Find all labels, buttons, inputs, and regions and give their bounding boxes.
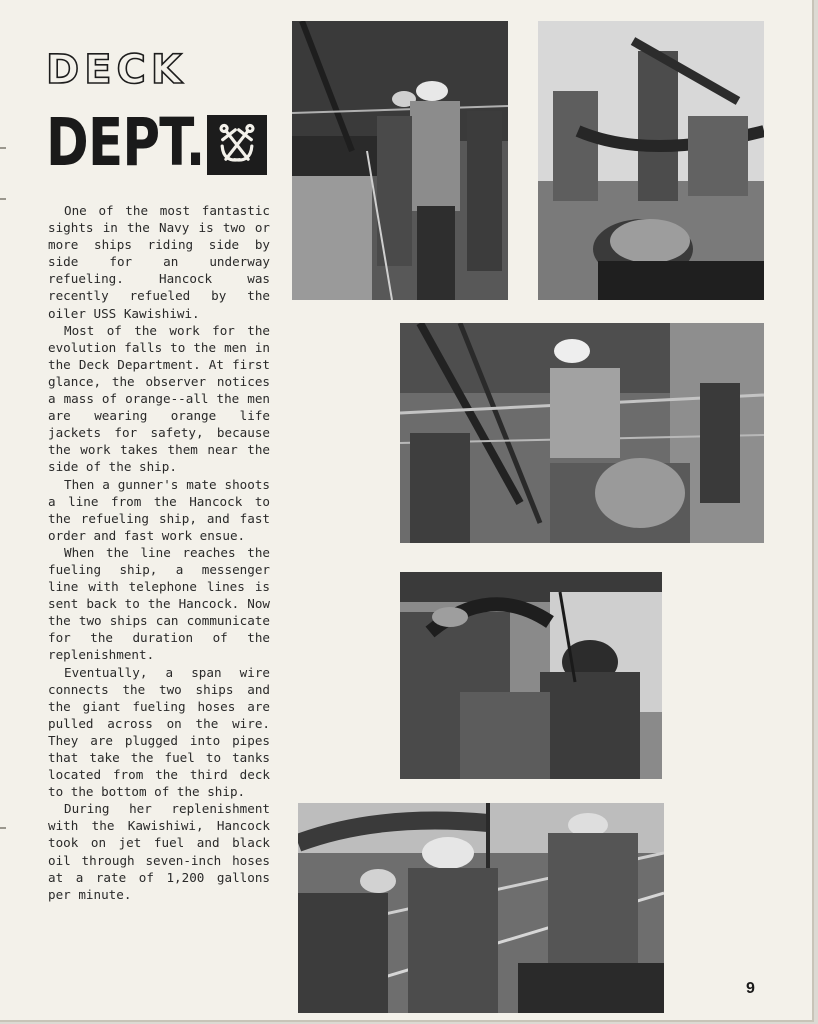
heading-deck: DECK bbox=[46, 47, 187, 93]
article-paragraph: One of the most fantastic sights in the Navy is two or more ships riding side by side for an underway refueling. Hancock was recently refueled by the oiler USS Kawishiwi. bbox=[48, 203, 270, 321]
page-number: 9 bbox=[746, 980, 755, 997]
photo-sailor-tending-lines bbox=[400, 323, 764, 543]
article-paragraph: During her replenishment with the Kawishiwi, Hancock took on jet fuel and black oil through seven-inch hoses at a rate of 1,200 gallons per minute. bbox=[48, 801, 270, 902]
photo-fueling-rig bbox=[538, 21, 764, 300]
photo-hose-fitting bbox=[400, 572, 662, 779]
binding-hole bbox=[0, 827, 6, 829]
crossed-anchors-icon bbox=[207, 115, 267, 175]
article-body bbox=[48, 202, 270, 903]
article-paragraph: Then a gunner's mate shoots a line from the Hancock to the refueling ship, and fast order and fast work ensue. bbox=[48, 476, 270, 543]
article-paragraph: Eventually, a span wire connects the two ships and the giant fueling hoses are pulled across on the wire. They are plugged into pipes that take the fuel to tanks located from the third deck to the bottom of the ship. bbox=[48, 664, 270, 800]
article-paragraph: When the line reaches the fueling ship, a messenger line with telephone lines is sent back to the Hancock. Now the two ships can communicate for the duration of the replenishment. bbox=[48, 544, 270, 663]
photo-crew-at-rail bbox=[292, 21, 508, 300]
binding-hole bbox=[0, 147, 6, 149]
photo-crew-hauling-lines bbox=[298, 803, 664, 1013]
heading-dept: DEPT. bbox=[46, 104, 205, 181]
binding-hole bbox=[0, 198, 6, 200]
article-paragraph: Most of the work for the evolution falls to the men in the Deck Department. At first glance, the observer notices a mass of orange--all the men are wearing orange life jackets for safety, because the work takes them near the side of the ship. bbox=[48, 322, 270, 475]
